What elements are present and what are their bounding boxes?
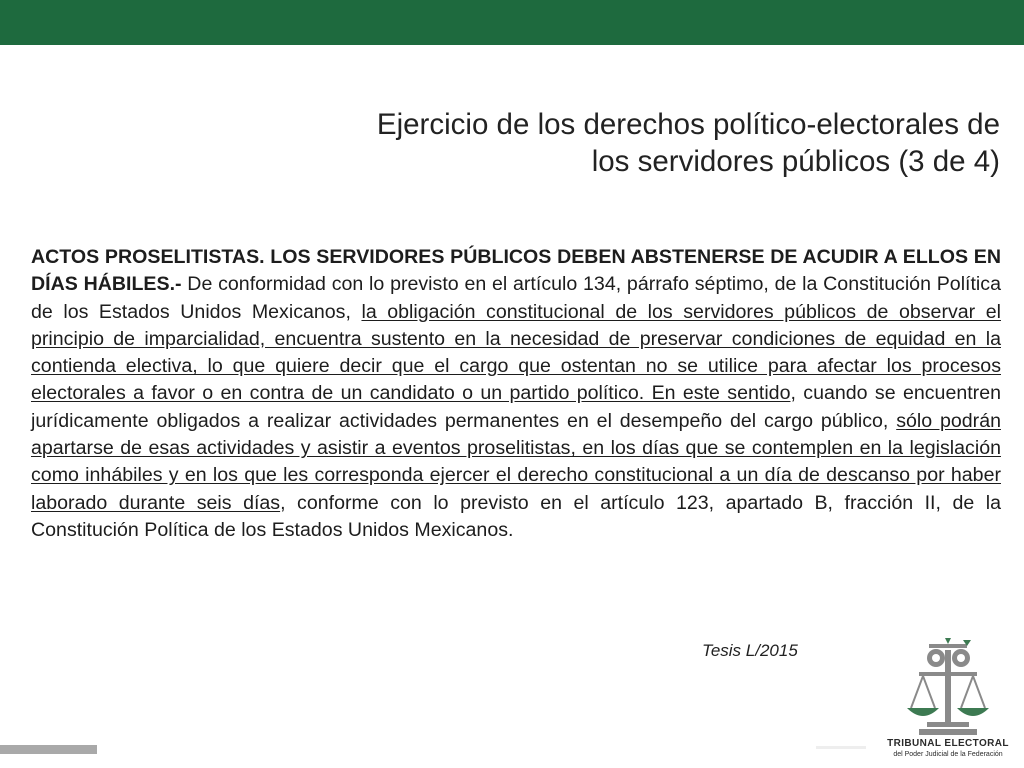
logo-text [880,738,1016,759]
title-line-1: Ejercicio de los derechos político-electorales de [376,108,1000,141]
thesis-heading: ACTOS PROSELITISTAS. LOS SERVIDORES PÚBLICOS DEBEN ABSTENERSE DE ACUDIR A ELLOS EN DÍAS HÁBILES.- [31,246,1001,296]
underlined-segment-2: sólo podrán apartarse de esas actividades y asistir a eventos proselitistas, en los días que se contemplen en la legislación como inhábiles y en los que les corresponda ejercer el derecho constitucional a un día de descanso por haber laborado durante seis días [31,409,1001,514]
thesis-citation: Tesis L/2015 [702,641,798,660]
text-segment-1: De conformidad con lo previsto en el artículo 134, párrafo séptimo, de la Constitución Política de los Estados Unidos Mexicanos, [31,273,1001,323]
top-bar [0,0,1024,45]
text-segment-2: , cuando se encuentren jurídicamente obligados a realizar actividades permanentes en el desempeño del cargo público, [31,382,1001,432]
underlined-segment-1: la obligación constitucional de los servidores públicos de observar el principio de imparcialidad, encuentra sustento en la necesidad de preservar condiciones de equidad en la contienda electiva, lo que quiere decir que el cargo que ostentan no se utilice para afectar los procesos electorales a favor o en contra de un candidato o un partido político. En este sentido [31,300,1001,405]
text-segment-3: , conforme con lo previsto en el artículo 123, apartado B, fracción II, de la Constitución Política de los Estados Unidos Mexicanos. [31,491,1001,541]
thesis-paragraph [31,244,1001,544]
page-title [240,106,1000,180]
footer-mark [816,746,866,749]
logo-text-line-2: del Poder Judicial de la Federación [893,751,1003,758]
footer-bar [0,745,97,754]
title-line-2: los servidores públicos (3 de 4) [591,145,1000,178]
scales-of-justice-emblem-icon [893,638,1003,738]
logo-text-line-1: TRIBUNAL ELECTORAL [887,738,1009,749]
